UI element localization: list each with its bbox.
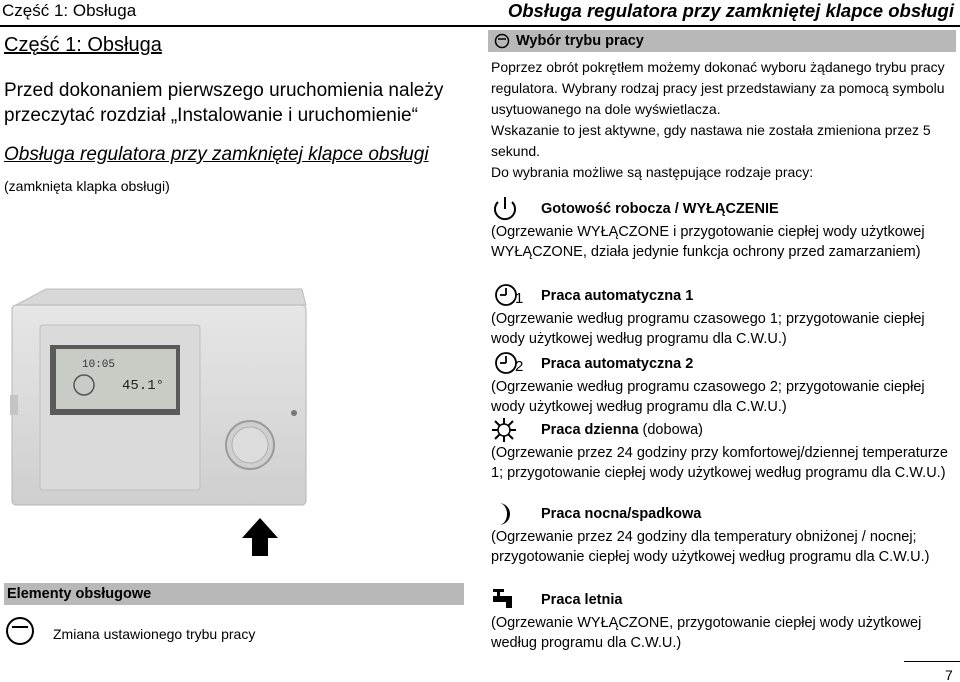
timeout-paragraph: Wskazanie to jest aktywne, gdy nastawa nie została zmieniona przez 5 sekund. — [491, 122, 931, 159]
page-number: 7 — [945, 667, 953, 682]
mode-name: Praca automatyczna 1 — [541, 288, 694, 304]
header-section-label: Część 1: Obsługa — [2, 1, 137, 20]
mode-item-auto-1 — [491, 283, 956, 349]
mode-name: Gotowość robocza / WYŁĄCZENIE — [541, 201, 779, 217]
mode-item-standby — [491, 196, 956, 262]
mode-description: (Ogrzewanie WYŁĄCZONE i przygotowanie ciepłej wody użytkowej WYŁĄCZONE, działa jedynie funkcja ochrony przed zamarzaniem) — [491, 224, 925, 260]
mode-item-night — [491, 501, 956, 567]
mode-description: (Ogrzewanie według programu czasowego 2; przygotowanie ciepłej wody użytkowej według programu dla C.W.U.) — [491, 379, 925, 415]
display-time: 10:05 — [82, 359, 116, 371]
header-page-title: Obsługa regulatora przy zamkniętej klapce obsługi — [507, 0, 954, 21]
dial-icon — [494, 33, 510, 49]
mode-number: 2 — [515, 358, 524, 375]
section-title: Obsługa regulatora przy zamkniętej klapce obsługi — [4, 144, 429, 165]
mode-select-title: Wybór trybu pracy — [516, 33, 644, 49]
mode-select-heading — [488, 30, 956, 52]
mode-description: (Ogrzewanie przez 24 godziny dla temperatury obniżonej / nocnej; przygotowanie ciepłej wody użytkowej według programu dla C.W.U.) — [491, 529, 930, 565]
closed-flap-note: (zamknięta klapka obsługi) — [4, 178, 170, 194]
mode-name: Praca automatyczna 2 — [541, 356, 694, 372]
dial-icon — [4, 615, 36, 647]
mode-description: (Ogrzewanie WYŁĄCZONE, przygotowanie ciepłej wody użytkowej według programu dla C.W.U.) — [491, 615, 922, 651]
controller-device-image — [10, 285, 310, 510]
left-column — [4, 34, 464, 194]
mode-description: (Ogrzewanie według programu czasowego 1; przygotowanie ciepłej wody użytkowej według programu dla C.W.U.) — [491, 311, 925, 347]
moon-icon — [491, 501, 535, 527]
clock-icon — [491, 351, 535, 377]
up-arrow-icon — [240, 516, 280, 558]
tap-icon — [491, 587, 535, 613]
change-mode-label: Zmiana ustawionego trybu pracy — [53, 626, 256, 642]
available-modes-paragraph: Do wybrania możliwe są następujące rodzaje pracy: — [491, 164, 814, 180]
mode-name: Praca nocna/spadkowa — [541, 506, 702, 522]
mode-item-auto-2 — [491, 351, 956, 417]
mode-number: 1 — [515, 290, 524, 307]
display-temperature: 45.1° — [122, 378, 165, 394]
mode-description: (Ogrzewanie przez 24 godziny przy komfortowej/dziennej temperaturze 1; przygotowanie ciepłej wody użytkowej według programu dla C.W.U.) — [491, 445, 948, 481]
before-start-note: Przed dokonaniem pierwszego uruchomienia należy przeczytać rozdział „Instalowanie i uruchomienie“ — [4, 80, 444, 126]
elements-heading: Elementy obsługowe — [4, 583, 464, 605]
power-icon — [491, 196, 535, 222]
mode-name: Praca letnia — [541, 592, 623, 608]
mode-item-day — [491, 417, 956, 483]
header-divider — [0, 25, 960, 27]
part-title: Część 1: Obsługa — [4, 34, 162, 56]
mode-name: Praca dzienna (dobowa) — [541, 422, 703, 438]
clock-icon — [491, 283, 535, 309]
mode-item-summer — [491, 587, 956, 653]
right-column — [488, 30, 956, 183]
footer-rule — [904, 661, 960, 662]
intro-paragraph: Poprzez obrót pokrętłem możemy dokonać wyboru żądanego trybu pracy regulatora. Wybrany rodzaj pracy jest przedstawiany za pomocą symbolu usytuowanego na dole wyświetlacza. — [491, 59, 945, 117]
sun-icon — [491, 417, 535, 443]
